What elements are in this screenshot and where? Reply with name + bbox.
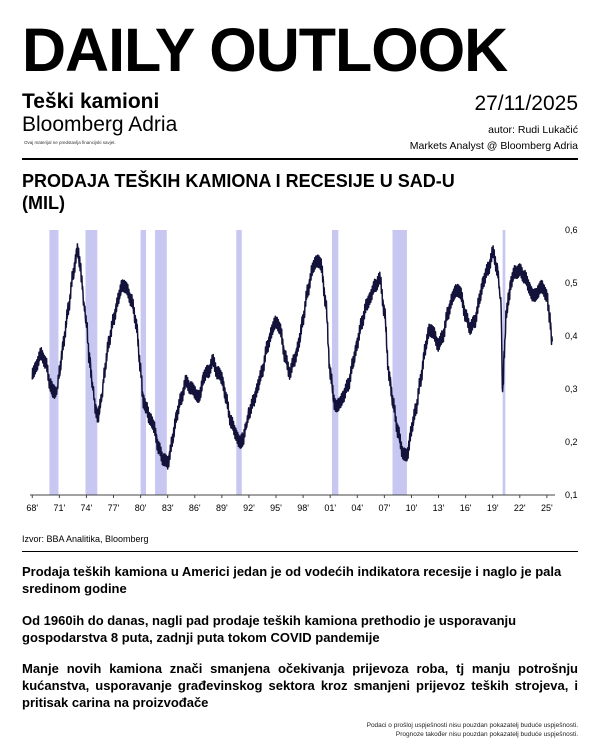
- author-line: autor: Rudi Lukačić: [488, 124, 578, 136]
- x-tick-label: 74': [80, 503, 93, 513]
- text-divider: [22, 551, 578, 552]
- x-tick-label: 07': [378, 503, 391, 513]
- chart-title: PRODAJA TEŠKIH KAMIONA I RECESIJE U SAD-U (MIL): [22, 171, 455, 213]
- recession-band-3: [141, 230, 146, 495]
- y-tick-label: 0,2: [565, 437, 578, 447]
- report-date: 27/11/2025: [474, 92, 578, 115]
- y-tick-label: 0,3: [565, 384, 578, 394]
- y-tick-label: 0,4: [565, 331, 578, 341]
- x-tick-label: 16': [459, 503, 472, 513]
- x-tick-label: 92': [243, 503, 255, 513]
- x-tick-label: 04': [351, 503, 364, 513]
- chart-source: Izvor: BBA Analitika, Bloomberg: [22, 534, 149, 544]
- x-tick-label: 80': [134, 503, 147, 513]
- series-line-1: [32, 244, 552, 469]
- x-tick-label: 10': [405, 503, 418, 513]
- footer-note-2: Prognoze također nisu pouzdan pokazatelj buduće uspješnosti.: [395, 731, 578, 738]
- recession-bands: [49, 230, 505, 495]
- x-tick-label: 77': [107, 503, 120, 513]
- series-line-group: [32, 244, 552, 469]
- x-tick-label: 86': [188, 503, 201, 513]
- key-point-2: Od 1960ih do danas, nagli pad prodaje teških kamiona prethodio je usporavanju gospodarstva 8 puta, zadnji puta tokom COVID pandemije: [22, 613, 517, 645]
- x-tick-label: 83': [161, 503, 174, 513]
- key-point-3-text: Manje novih kamiona znači smanjena očekivanja prijevoza roba, tj manju potrošnju kućanstva, usporavanje građevinskog sektora kroz smanjeni prijevoz teških strojeva, i pritisak carina na proizvođače: [22, 661, 578, 710]
- x-tick-label: 68': [26, 503, 39, 513]
- brand-name: Bloomberg Adria: [22, 113, 178, 136]
- x-tick-label: 19': [486, 503, 499, 513]
- recession-band-1: [49, 230, 58, 495]
- x-tick-label: 01': [324, 503, 337, 513]
- key-point-3: [22, 660, 578, 711]
- x-tick-label: 25': [541, 503, 553, 513]
- x-tick-label: 71': [53, 503, 66, 513]
- x-tick-label: 22': [513, 503, 526, 513]
- x-tick-label: 89': [215, 503, 228, 513]
- x-tick-label: 13': [432, 503, 445, 513]
- recession-band-2: [86, 230, 98, 495]
- masthead-title: DAILY OUTLOOK: [22, 16, 508, 84]
- recession-band-6: [332, 230, 338, 495]
- x-tick-label: 98': [297, 503, 309, 513]
- key-point-1: Prodaja teških kamiona u Americi jedan je od vodećih indikatora recesije i naglo je pala sredinom godine: [22, 564, 562, 596]
- analyst-line: Markets Analyst @ Bloomberg Adria: [409, 140, 578, 152]
- disclaimer-note: Ovaj materijal ne predstavlja financijski savjet.: [24, 140, 116, 145]
- x-axis: [26, 495, 555, 513]
- recession-band-5: [236, 230, 241, 495]
- y-tick-label: 0,1: [565, 490, 578, 500]
- x-tick-label: 95': [270, 503, 282, 513]
- y-tick-label: 0,5: [565, 278, 578, 288]
- footer-note-1: Podaci o prošloj uspješnosti nisu pouzdan pokazatelj buduće uspješnosti.: [366, 722, 578, 729]
- report-subtitle: Teški kamioni: [22, 90, 160, 113]
- y-tick-label: 0,6: [565, 225, 578, 235]
- y-axis: [565, 225, 578, 500]
